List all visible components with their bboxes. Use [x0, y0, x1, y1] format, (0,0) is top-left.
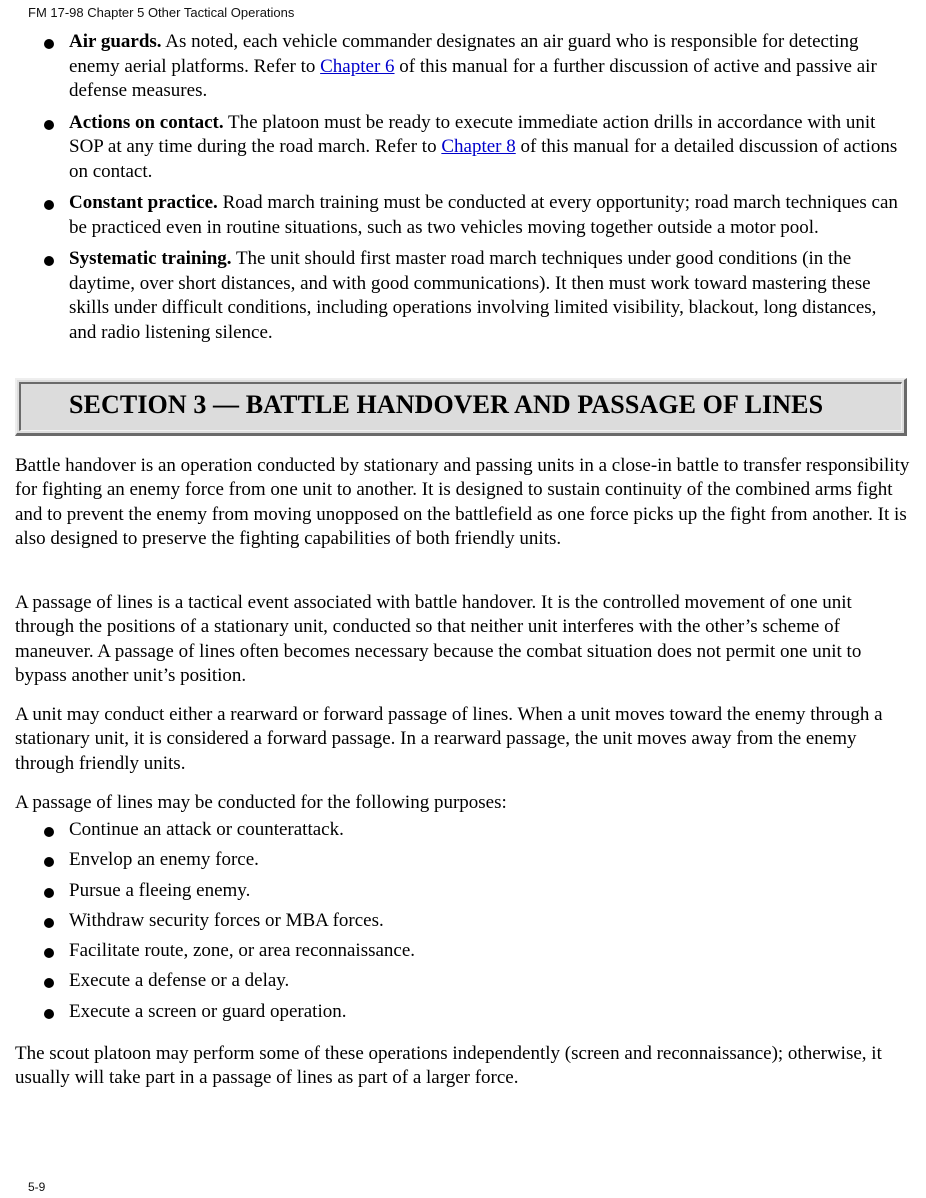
list-item: [0, 1000, 926, 1030]
bullet-icon: [44, 948, 54, 958]
purposes-list: [0, 818, 926, 1030]
list-item: [0, 818, 926, 848]
list-item-text: Execute a screen or guard operation.: [69, 1000, 347, 1022]
bullet-term: Air guards.: [69, 31, 162, 52]
bullet-text: As noted, each vehicle commander designates an air guard who is responsible for detecting enemy aerial platforms. Refer to: [69, 31, 859, 77]
chapter-6-link[interactable]: Chapter 6: [320, 55, 395, 77]
bullet-constant-practice: [0, 191, 926, 240]
list-item: [0, 909, 926, 939]
paragraph-passage-of-lines: A passage of lines is a tactical event associated with battle handover. It is the controlled movement of one unit through the positions of a stationary unit, conducted so that neither unit interferes with the other’s scheme of maneuver. A passage of lines often becomes necessary because the combat situation does not permit one unit to bypass another unit’s position.: [15, 592, 862, 686]
paragraph-purposes-intro: A passage of lines may be conducted for the following purposes:: [15, 792, 507, 813]
bullet-icon: [44, 857, 54, 867]
bullet-systematic-training: [0, 247, 926, 345]
list-item: [0, 848, 926, 878]
bullet-term: Actions on contact.: [69, 111, 224, 133]
bullet-term: Systematic training.: [69, 248, 232, 269]
bullet-text: The platoon must be ready to execute immediate action drills in accordance with unit SOP at any time during the road march. Refer to: [69, 111, 876, 157]
list-item-text: Withdraw security forces or MBA forces.: [69, 909, 384, 931]
bullet-icon: [44, 200, 54, 210]
list-item-text: Envelop an enemy force.: [69, 849, 259, 871]
bullet-term: Constant practice.: [69, 192, 218, 213]
bullet-text: Road march training must be conducted at every opportunity; road march techniques can be practiced even in routine situations, such as two vehicles moving together outside a motor pool.: [69, 192, 898, 238]
list-item: [0, 969, 926, 999]
chapter-8-link[interactable]: Chapter 8: [441, 136, 516, 157]
list-item: [0, 939, 926, 969]
list-item: [0, 879, 926, 909]
paragraph-battle-handover: Battle handover is an operation conducted by stationary and passing units in a close-in battle to transfer responsibility for fighting an enemy force from one unit to another. It is designed to sustain continuity of the combined arms fight and to prevent the enemy from moving unopposed on the battlefield as one force picks up the fight from another. It is also designed to preserve the fighting capabilities of both friendly units.: [15, 455, 910, 549]
running-header: FM 17-98 Chapter 5 Other Tactical Operations: [28, 5, 295, 20]
bullet-actions-on-contact: [0, 111, 926, 185]
section-heading-box: [15, 378, 907, 436]
paragraph-rearward-forward: A unit may conduct either a rearward or forward passage of lines. When a unit moves toward the enemy through a stationary unit, it is considered a forward passage. In a rearward passage, the unit moves away from the enemy through friendly units.: [15, 704, 883, 774]
paragraph-scout-platoon: The scout platoon may perform some of these operations independently (screen and reconnaissance); otherwise, it usually will take part in a passage of lines as part of a larger force.: [15, 1043, 882, 1089]
road-march-bullet-list: [0, 30, 926, 352]
page-number: 5-9: [28, 1180, 46, 1194]
list-item-text: Continue an attack or counterattack.: [69, 819, 344, 840]
bullet-icon: [44, 888, 54, 898]
bullet-icon: [44, 978, 54, 988]
list-item-text: Pursue a fleeing enemy.: [69, 879, 251, 901]
bullet-text: of this manual for a further discussion of active and passive air defense measures.: [69, 55, 877, 101]
list-item-text: Facilitate route, zone, or area reconnaissance.: [69, 940, 416, 962]
bullet-text: The unit should first master road march techniques under good conditions (in the daytime, over short distances, and with good communications). It then must work toward mastering these skills under difficult conditions, including operations involving limited visibility, blackout, long distances, and radio listening silence.: [69, 248, 877, 343]
bullet-icon: [44, 256, 54, 266]
bullet-icon: [44, 918, 54, 928]
bullet-air-guards: [0, 30, 926, 104]
bullet-text: of this manual for a detailed discussion of actions on contact.: [69, 136, 898, 182]
list-item-text: Execute a defense or a delay.: [69, 970, 290, 992]
bullet-icon: [44, 120, 54, 130]
section-title: SECTION 3 — BATTLE HANDOVER AND PASSAGE OF LINES: [69, 390, 824, 419]
bullet-icon: [44, 39, 54, 49]
bullet-icon: [44, 827, 54, 837]
bullet-icon: [44, 1009, 54, 1019]
